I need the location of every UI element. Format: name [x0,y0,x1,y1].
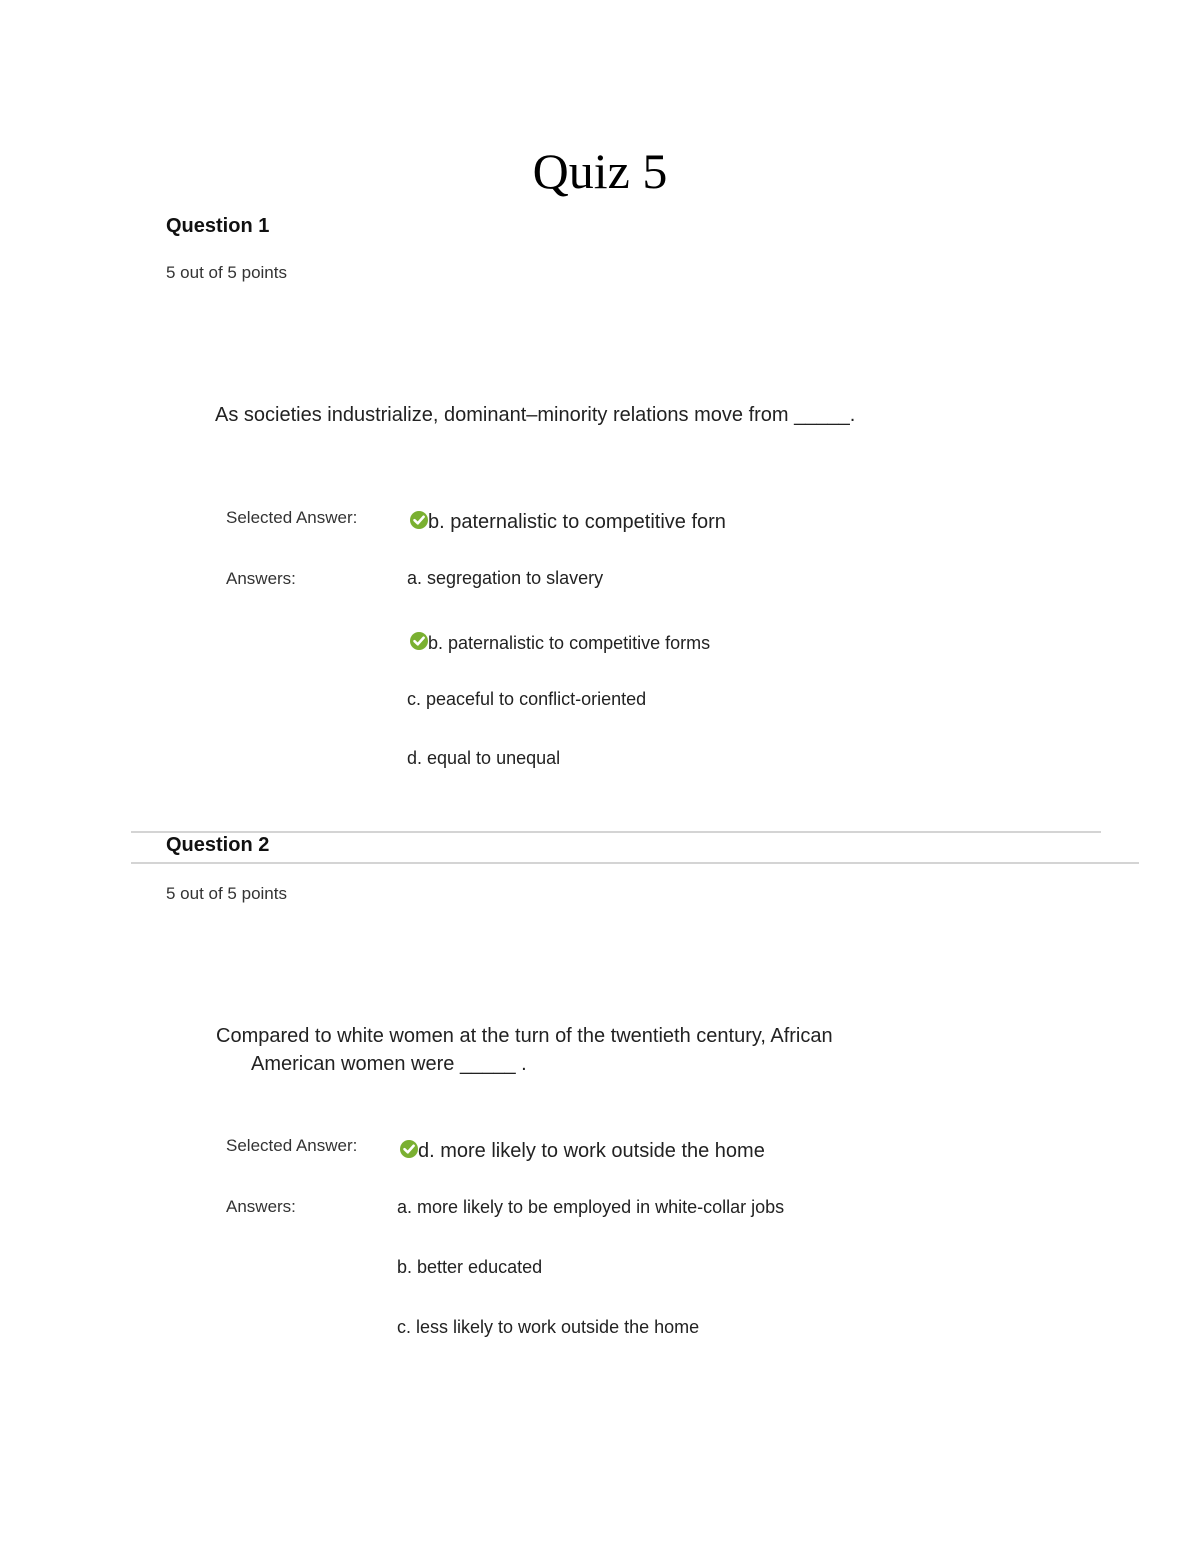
selected-answer-text: b. paternalistic to competitive forn [428,511,726,533]
correct-check-icon [410,632,428,650]
selected-answer-text: d. more likely to work outside the home [418,1140,765,1162]
question-2-answers-label: Answers: [226,1197,296,1216]
question-1-selected-label: Selected Answer: [226,508,358,527]
answer-text: b. paternalistic to competitive forms [428,633,711,653]
question-1-answer-c: c. peaceful to conflict-oriented [407,689,647,709]
question-2-selected-label: Selected Answer: [226,1136,358,1155]
question-2-answer-b: b. better educated [397,1257,543,1277]
question-2-selected-answer [400,1140,765,1163]
question-2-points: 5 out of 5 points [166,884,287,903]
question-1-answers-label: Answers: [226,569,296,588]
divider-bottom [131,862,1139,864]
question-1-selected-answer [410,511,726,534]
question-1-text: As societies industrialize, dominant–minority relations move from _____. [215,404,856,426]
question-2-answer-c: c. less likely to work outside the home [397,1317,700,1337]
question-1-answer-b [410,632,710,654]
question-1-heading: Question 1 [166,215,270,237]
question-1-answer-a: a. segregation to slavery [407,568,604,588]
question-1-answer-d: d. equal to unequal [407,748,561,768]
question-1-points: 5 out of 5 points [166,263,287,282]
correct-check-icon [410,511,428,529]
question-2-heading: Question 2 [166,834,270,856]
page-title: Quiz 5 [532,143,668,199]
question-2-answer-a: a. more likely to be employed in white-collar jobs [397,1197,785,1217]
question-2-text-line1: Compared to white women at the turn of the twentieth century, African [216,1025,833,1047]
divider-top [131,831,1101,833]
question-2-text-line2: American women were _____ . [251,1053,527,1075]
correct-check-icon [400,1140,418,1158]
